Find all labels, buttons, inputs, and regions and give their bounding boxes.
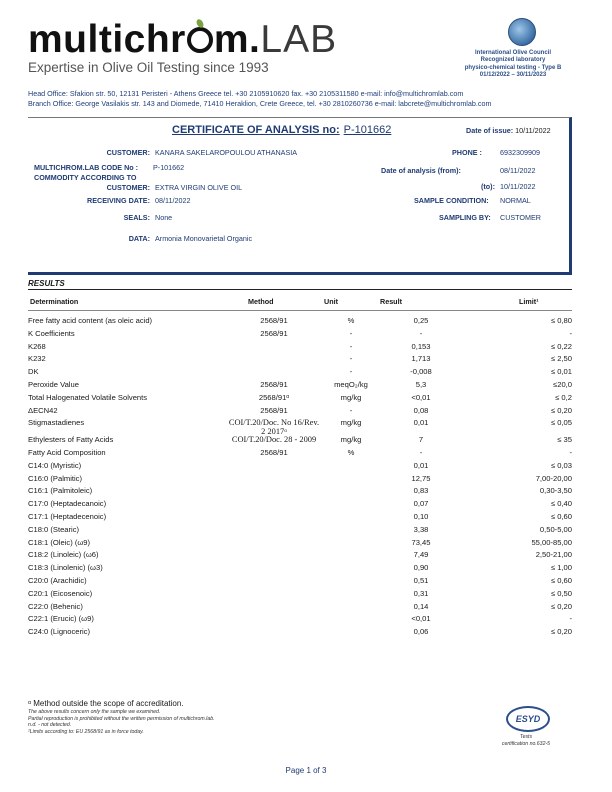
esyd-certification bbox=[486, 734, 566, 748]
limit-cell: ≤ 0,20 bbox=[550, 405, 572, 415]
result-cell: 1,713 bbox=[411, 354, 431, 364]
method-cell bbox=[226, 564, 322, 577]
unit-cell: % bbox=[347, 447, 355, 457]
unit-cell bbox=[322, 487, 380, 500]
result-cell: 12,75 bbox=[411, 473, 431, 483]
result-row bbox=[28, 628, 572, 641]
sample-condition-label: SAMPLE CONDITION: bbox=[414, 196, 489, 205]
lab-code-label: MULTICHROM.LAB CODE No : bbox=[34, 163, 139, 172]
result-cell: - bbox=[419, 447, 423, 457]
commodity-value: EXTRA VIRGIN OLIVE OIL bbox=[155, 183, 243, 192]
determination-cell: C22:1 (Erucic) (ω9) bbox=[28, 614, 94, 624]
determination-cell: Stigmastadienes bbox=[28, 418, 85, 428]
determination-cell: Fatty Acid Composition bbox=[28, 447, 106, 457]
result-cell: 0,07 bbox=[413, 499, 429, 509]
determination-cell: Free fatty acid content (as oleic acid) bbox=[28, 316, 153, 325]
method-cell bbox=[226, 343, 322, 356]
result-row bbox=[28, 394, 572, 407]
head-office: Head Office: Sfakion str. 50, 12131 Peristeri - Athens Greece tel. +30 2105910620 fax. +30 2105311580 e-mail: info@multichromlab.com bbox=[28, 89, 464, 98]
method-cell bbox=[226, 551, 322, 564]
result-cell: 0,08 bbox=[413, 405, 429, 415]
issue-date bbox=[466, 126, 551, 135]
lab-code-value: P-101662 bbox=[153, 163, 185, 172]
limit-cell: 2,50-21,00 bbox=[535, 550, 572, 560]
determination-cell: K268 bbox=[28, 341, 46, 351]
method-cell: 2568/91 bbox=[260, 405, 288, 415]
sample-condition-value: NORMAL bbox=[500, 196, 531, 205]
result-row bbox=[28, 500, 572, 513]
method-cell: COI/T.20/Doc. 28 - 2009 bbox=[231, 435, 317, 445]
method-cell bbox=[226, 603, 322, 616]
result-row bbox=[28, 330, 572, 343]
determination-cell: C18:1 (Oleic) (ω9) bbox=[28, 537, 91, 547]
unit-cell: - bbox=[349, 367, 353, 377]
unit-cell: mg/kg bbox=[340, 392, 362, 402]
determination-cell: Ethylesters of Fatty Acids bbox=[28, 435, 114, 445]
result-cell: 3,38 bbox=[413, 524, 429, 534]
limit-cell: ≤ 0,22 bbox=[550, 341, 572, 351]
result-row bbox=[28, 603, 572, 616]
result-cell: 7,49 bbox=[413, 550, 429, 560]
ioc-line: International Olive Council bbox=[474, 50, 551, 56]
determination-cell: C16:0 (Palmitic) bbox=[28, 473, 83, 483]
result-cell: 0,06 bbox=[413, 627, 429, 637]
logo-text-lab: LAB bbox=[260, 18, 338, 61]
result-row bbox=[28, 368, 572, 381]
unit-cell: meqO₂/kg bbox=[334, 379, 368, 389]
limit-cell: ≤ 0,05 bbox=[550, 418, 572, 428]
method-cell bbox=[226, 500, 322, 513]
determination-cell: K Coefficients bbox=[28, 328, 75, 338]
unit-cell: mg/kg bbox=[340, 435, 362, 445]
unit-cell bbox=[322, 615, 380, 628]
determination-cell: ΔECN42 bbox=[28, 405, 58, 415]
unit-cell bbox=[322, 564, 380, 577]
result-cell: 0,01 bbox=[413, 418, 429, 428]
determination-cell: K232 bbox=[28, 354, 46, 364]
result-cell: 7 bbox=[418, 435, 424, 445]
page-number: Page 1 of 3 bbox=[285, 766, 327, 775]
result-row bbox=[28, 539, 572, 552]
data-label: DATA: bbox=[128, 234, 150, 243]
result-row bbox=[28, 355, 572, 368]
seals-label: SEALS: bbox=[123, 213, 150, 222]
issue-date-label: Date of issue: bbox=[466, 126, 514, 135]
unit-cell: - bbox=[349, 354, 353, 364]
result-row bbox=[28, 343, 572, 356]
unit-cell bbox=[322, 500, 380, 513]
unit-cell: - bbox=[349, 341, 353, 351]
limit-cell: - bbox=[569, 614, 572, 624]
unit-cell bbox=[322, 513, 380, 526]
ioc-line: physico-chemical testing - Type B bbox=[464, 64, 562, 71]
method-cell bbox=[226, 577, 322, 590]
data-value: Armonia Monovarietal Organic bbox=[155, 234, 253, 243]
receiving-date-label: RECEIVING DATE: bbox=[87, 196, 150, 205]
determination-cell: C14:0 (Myristic) bbox=[28, 460, 82, 470]
analysis-to-label: (to): bbox=[481, 182, 495, 191]
method-cell bbox=[226, 513, 322, 526]
receiving-date-value: 08/11/2022 bbox=[155, 196, 191, 205]
result-cell: <0,01 bbox=[411, 392, 431, 402]
ioc-line: Recognized laboratory bbox=[480, 57, 546, 64]
legal-note: ¹Limits according to: EU 2568/91 as in force today. bbox=[28, 728, 144, 735]
logo-text-suffix: m. bbox=[213, 18, 261, 61]
results-header-row bbox=[28, 293, 572, 311]
accreditation-note: ᵅ Method outside the scope of accreditation. bbox=[28, 699, 184, 708]
result-cell: 0,83 bbox=[413, 486, 429, 496]
method-cell: COI/T.20/Doc. No 16/Rev. 2 2017ᵅ bbox=[228, 418, 320, 436]
unit-cell: mg/kg bbox=[340, 418, 362, 428]
certificate-number: P-101662 bbox=[343, 124, 392, 136]
determination-cell: C18:0 (Stearic) bbox=[28, 524, 80, 534]
result-row bbox=[28, 317, 572, 330]
result-row bbox=[28, 487, 572, 500]
issue-date-value: 10/11/2022 bbox=[515, 126, 551, 135]
limit-cell: ≤ 1,00 bbox=[550, 563, 572, 573]
result-cell: 0,90 bbox=[413, 563, 429, 573]
limit-cell: 7,00-20,00 bbox=[535, 473, 572, 483]
ioc-recognition bbox=[438, 50, 588, 80]
olive-logo-icon bbox=[187, 27, 213, 53]
commodity-label-2: CUSTOMER: bbox=[106, 183, 150, 192]
branch-office: Branch Office: George Vasilakis str. 143 and Diomede, 71410 Heraklion, Crete Greece, tel. +30 2810260736 e-mail: labcrete@multichromlab.com bbox=[28, 99, 492, 108]
col-method: Method bbox=[248, 297, 274, 306]
commodity-label-1: COMMODITY ACCORDING TO bbox=[34, 173, 137, 182]
result-row bbox=[28, 381, 572, 394]
unit-cell bbox=[322, 603, 380, 616]
method-cell bbox=[226, 526, 322, 539]
legal-note: Partial reproduction is prohibited without the written permission of multichrom.lab. bbox=[28, 715, 215, 722]
limit-cell: - bbox=[569, 447, 572, 457]
determination-cell: C18:2 (Linoleic) (ω6) bbox=[28, 550, 99, 560]
unit-cell bbox=[322, 462, 380, 475]
method-cell bbox=[226, 355, 322, 368]
col-limit: Limit¹ bbox=[519, 297, 539, 306]
result-row bbox=[28, 590, 572, 603]
result-cell: - bbox=[419, 328, 423, 338]
result-row bbox=[28, 462, 572, 475]
result-row bbox=[28, 419, 572, 436]
logo-text-main: multichr bbox=[28, 18, 186, 61]
result-cell: 0,51 bbox=[413, 575, 429, 585]
result-cell: 0,31 bbox=[413, 588, 429, 598]
limit-cell: 0,30-3,50 bbox=[539, 486, 572, 496]
result-cell: 0,01 bbox=[413, 460, 429, 470]
result-row bbox=[28, 551, 572, 564]
phone-label: PHONE : bbox=[452, 148, 482, 157]
esyd-accreditation-logo: ESYD bbox=[506, 706, 550, 732]
letterhead bbox=[28, 14, 588, 94]
legal-note: n.d. - not detected. bbox=[28, 722, 72, 729]
limit-cell: ≤ 0,40 bbox=[550, 499, 572, 509]
result-row bbox=[28, 564, 572, 577]
ioc-line: 01/12/2022 – 30/11/2023 bbox=[479, 72, 547, 79]
limit-cell: ≤ 0,20 bbox=[550, 627, 572, 637]
result-cell: 0,25 bbox=[413, 316, 429, 325]
method-cell bbox=[226, 487, 322, 500]
results-title: RESULTS bbox=[28, 279, 65, 288]
limit-cell: ≤ 2,50 bbox=[550, 354, 572, 364]
unit-cell bbox=[322, 539, 380, 552]
method-cell bbox=[226, 462, 322, 475]
results-table bbox=[28, 317, 572, 641]
limit-cell: ≤ 0,01 bbox=[550, 367, 572, 377]
result-row bbox=[28, 449, 572, 462]
analysis-from-label: Date of analysis (from): bbox=[381, 166, 461, 175]
sampling-by-value: CUSTOMER bbox=[500, 213, 541, 222]
determination-cell: C20:1 (Eicosenoic) bbox=[28, 588, 93, 598]
limit-cell: ≤ 0,03 bbox=[550, 460, 572, 470]
col-result: Result bbox=[380, 297, 402, 306]
analysis-to-value: 10/11/2022 bbox=[500, 182, 536, 191]
method-cell bbox=[226, 590, 322, 603]
company-logo bbox=[28, 20, 337, 59]
determination-cell: C22:0 (Behenic) bbox=[28, 601, 83, 611]
customer-label: CUSTOMER: bbox=[106, 148, 150, 157]
determination-cell: Peroxide Value bbox=[28, 379, 79, 389]
divider bbox=[28, 289, 572, 290]
determination-cell: C17:1 (Heptadecenoic) bbox=[28, 511, 107, 521]
unit-cell bbox=[322, 577, 380, 590]
result-row bbox=[28, 513, 572, 526]
limit-cell: ≤ 0,80 bbox=[550, 316, 572, 325]
limit-cell: ≤ 0,20 bbox=[550, 601, 572, 611]
result-row bbox=[28, 436, 572, 449]
legal-notes bbox=[28, 709, 215, 735]
determination-cell: C24:0 (Lignoceric) bbox=[28, 627, 91, 637]
unit-cell bbox=[322, 590, 380, 603]
method-cell bbox=[226, 615, 322, 628]
determination-cell: C18:3 (Linolenic) (ω3) bbox=[28, 563, 103, 573]
limit-cell: 0,50-5,00 bbox=[539, 524, 572, 534]
result-cell: 73,45 bbox=[411, 537, 431, 547]
result-cell: -0,008 bbox=[410, 367, 432, 377]
result-row bbox=[28, 526, 572, 539]
determination-cell: DK bbox=[28, 367, 39, 377]
col-determination: Determination bbox=[30, 297, 79, 306]
unit-cell: % bbox=[347, 316, 355, 325]
method-cell: 2568/91ᵅ bbox=[258, 392, 290, 402]
col-unit: Unit bbox=[324, 297, 338, 306]
unit-cell bbox=[322, 475, 380, 488]
result-cell: 5,3 bbox=[415, 379, 427, 389]
method-cell: 2568/91 bbox=[260, 379, 288, 389]
result-cell: 0,14 bbox=[413, 601, 429, 611]
determination-cell: C16:1 (Palmitoleic) bbox=[28, 486, 93, 496]
office-addresses bbox=[28, 89, 491, 109]
unit-cell bbox=[322, 628, 380, 641]
limit-cell: ≤ 0,60 bbox=[550, 511, 572, 521]
result-row bbox=[28, 475, 572, 488]
analysis-from-value: 08/11/2022 bbox=[500, 166, 536, 175]
method-cell bbox=[226, 628, 322, 641]
method-cell bbox=[226, 539, 322, 552]
determination-cell: C20:0 (Arachidic) bbox=[28, 575, 87, 585]
result-cell: <0,01 bbox=[411, 614, 431, 624]
sampling-by-label: SAMPLING BY: bbox=[439, 213, 491, 222]
limit-cell: - bbox=[569, 328, 572, 338]
method-cell: 2568/91 bbox=[260, 316, 288, 325]
phone-value: 6932309909 bbox=[500, 148, 540, 157]
limit-cell: ≤ 0,2 bbox=[555, 392, 572, 402]
method-cell: 2568/91 bbox=[260, 447, 288, 457]
legal-note: The above results concern only the sample we examined. bbox=[28, 709, 161, 715]
result-row bbox=[28, 615, 572, 628]
unit-cell bbox=[322, 526, 380, 539]
ioc-globe-icon bbox=[508, 18, 536, 46]
limit-cell: ≤ 0,60 bbox=[550, 575, 572, 585]
result-row bbox=[28, 577, 572, 590]
determination-cell: Total Halogenated Volatile Solvents bbox=[28, 392, 148, 402]
customer-value: KANARA SAKELAROPOULOU ATHANASIA bbox=[155, 148, 298, 157]
results-body bbox=[28, 317, 572, 641]
limit-cell: ≤ 35 bbox=[557, 435, 572, 445]
limit-cell: ≤ 0,50 bbox=[550, 588, 572, 598]
unit-cell: - bbox=[349, 328, 353, 338]
unit-cell: - bbox=[349, 405, 353, 415]
certificate-title-label: CERTIFICATE OF ANALYSIS no: bbox=[172, 124, 340, 136]
limit-cell: 55,00-85,00 bbox=[531, 537, 572, 547]
certificate-title bbox=[172, 124, 391, 136]
method-cell: 2568/91 bbox=[260, 328, 288, 338]
limit-cell: ≤20,0 bbox=[553, 379, 572, 389]
method-cell bbox=[226, 475, 322, 488]
seals-value: None bbox=[155, 213, 173, 222]
esyd-line: certification no.632-5 bbox=[501, 740, 551, 747]
result-cell: 0,10 bbox=[413, 511, 429, 521]
unit-cell bbox=[322, 551, 380, 564]
determination-cell: C17:0 (Heptadecanoic) bbox=[28, 499, 107, 509]
company-tagline: Expertise in Olive Oil Testing since 1993 bbox=[28, 60, 269, 75]
esyd-line: Tests bbox=[519, 734, 533, 740]
result-cell: 0,153 bbox=[411, 341, 431, 351]
